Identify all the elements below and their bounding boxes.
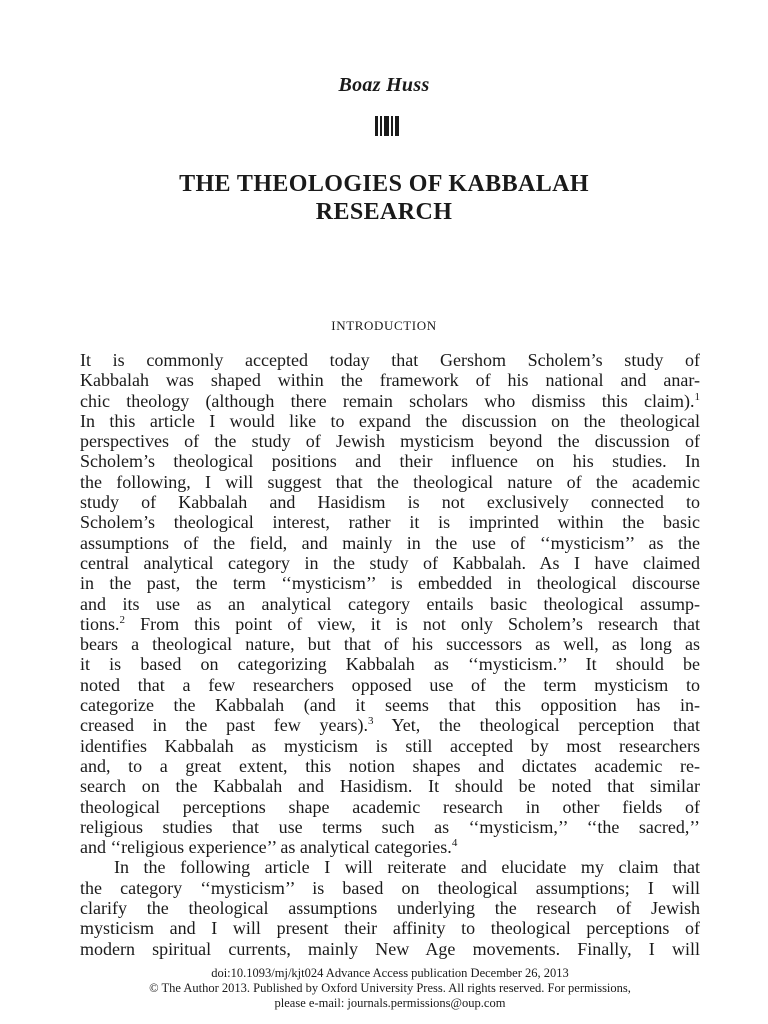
doi-line: doi:10.1093/mj/kjt024 Advance Access publication December 26, 2013 [211, 966, 569, 980]
text-line: bears a theological nature, but that of his successors as well, as long as [80, 634, 700, 655]
text-fragment: creased in the past few years). [80, 715, 368, 736]
text-fragment: chic theology (although there remain scholars who dismiss this claim). [80, 390, 695, 411]
text-line [80, 614, 700, 634]
text-line: theological perceptions shape academic research in other fields of [80, 796, 700, 817]
author-name: Boaz Huss [338, 74, 430, 96]
text-line: categorize the Kabbalah (and it seems that this opposition has in- [80, 695, 700, 716]
title-line: RESEARCH [315, 199, 453, 225]
permissions-line: please e-mail: journals.permissions@oup.com [274, 996, 506, 1010]
text-fragment: Yet, the theological perception that [373, 715, 700, 736]
text-line: noted that a few researchers opposed use of the term mysticism to [80, 674, 700, 695]
ornament-bars-icon [375, 116, 399, 136]
copyright-line: © The Author 2013. Published by Oxford University Press. All rights reserved. For permissions, [149, 981, 631, 995]
text-fragment: From this point of view, it is not only Scholem’s research that [125, 613, 700, 634]
text-line: and, to a great extent, this notion shapes and dictates academic re- [80, 755, 700, 776]
text-line: the following, I will suggest that the theological nature of the academic [80, 471, 700, 492]
text-line: search on the Kabbalah and Hasidism. It should be noted that similar [80, 776, 700, 797]
text-line: religious studies that use terms such as ‘‘mysticism,’’ ‘‘the sacred,’’ [80, 816, 700, 837]
text-line: It is commonly accepted today that Gershom Scholem’s study of [80, 350, 700, 370]
title-line: THE THEOLOGIES OF KABBALAH [179, 171, 589, 197]
text-fragment: and ‘‘religious experience’’ as analytical categories. [80, 837, 452, 858]
text-line: assumptions of the field, and mainly in the use of ‘‘mysticism’’ as the [80, 532, 700, 553]
text-line: the category ‘‘mysticism’’ is based on theological assumptions; I will [80, 877, 700, 898]
text-line: in the past, the term ‘‘mysticism’’ is embedded in theological discourse [80, 573, 700, 594]
text-line: Scholem’s theological interest, rather it is imprinted within the basic [80, 512, 700, 533]
text-line: and its use as an analytical category entails basic theological assump- [80, 593, 700, 614]
text-line: study of Kabbalah and Hasidism is not exclusively connected to [80, 492, 700, 513]
text-line: identifies Kabbalah as mysticism is still accepted by most researchers [80, 735, 700, 756]
text-line: In the following article I will reiterate and elucidate my claim that [114, 857, 700, 878]
text-line [80, 715, 700, 735]
text-line: In this article I would like to expand the discussion on the theological [80, 410, 700, 431]
footnote-marker: 4 [451, 837, 458, 850]
text-fragment: tions. [80, 613, 120, 634]
publication-footer [80, 966, 700, 1011]
article-title [80, 170, 688, 226]
text-line: Scholem’s theological positions and their influence on his studies. In [80, 451, 700, 472]
footnote-marker: 2 [119, 613, 126, 626]
text-line: clarify the theological assumptions underlying the research of Jewish [80, 898, 700, 919]
text-line: Kabbalah was shaped within the framework of his national and anar- [80, 370, 700, 391]
footnote-marker: 3 [367, 715, 374, 728]
text-line: perspectives of the study of Jewish mysticism beyond the discussion of [80, 431, 700, 452]
text-line [80, 391, 700, 411]
text-line: mysticism and I will present their affinity to theological perceptions of [80, 918, 700, 939]
text-line: central analytical category in the study of Kabbalah. As I have claimed [80, 552, 700, 573]
article-body [80, 350, 700, 959]
text-line: modern spiritual currents, mainly New Age movements. Finally, I will [80, 938, 700, 959]
footnote-marker: 1 [694, 390, 700, 403]
text-line: it is based on categorizing Kabbalah as ‘‘mysticism.’’ It should be [80, 654, 700, 675]
section-heading: INTRODUCTION [331, 318, 437, 333]
text-line [80, 837, 700, 857]
